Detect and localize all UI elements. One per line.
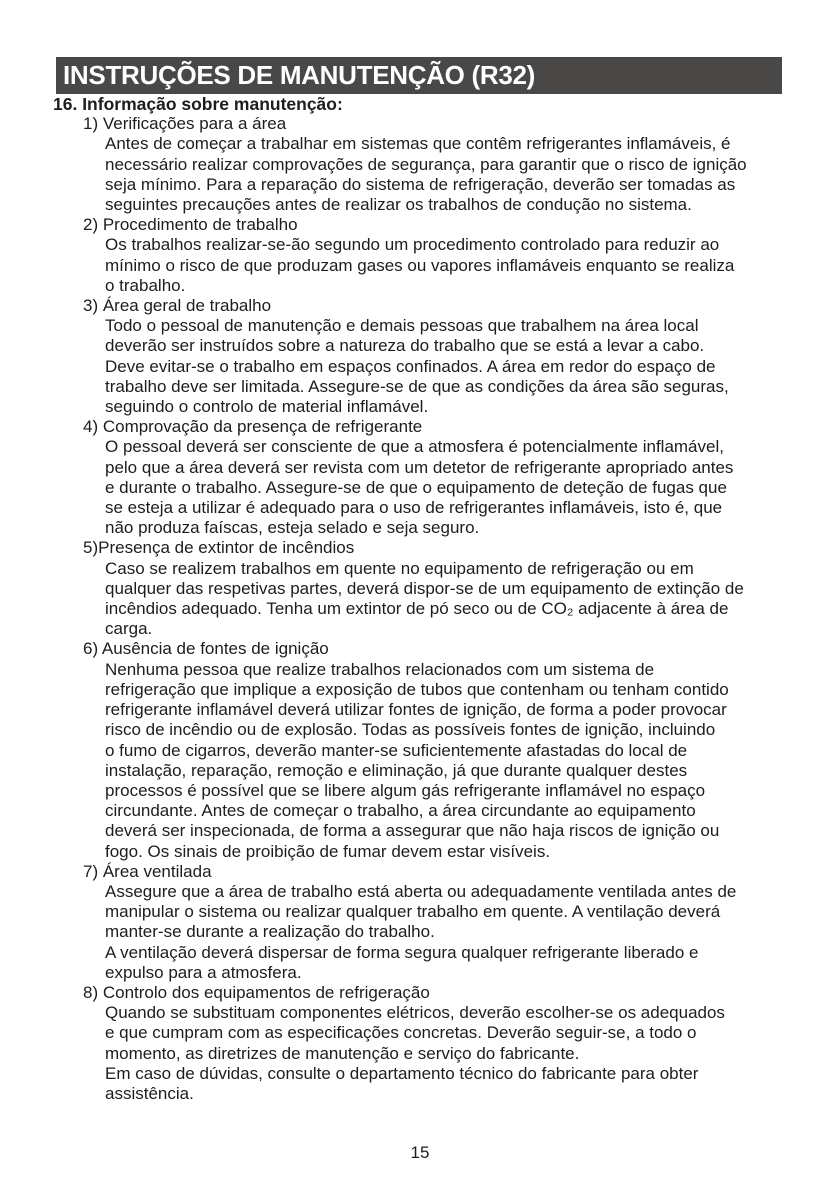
item-body-line: Todo o pessoal de manutenção e demais pessoas que trabalhem na área local — [105, 316, 699, 336]
item-body — [53, 437, 793, 538]
list-item — [53, 639, 793, 861]
item-body — [53, 235, 793, 296]
item-body-line: não produza faíscas, esteja selado e seja seguro. — [105, 518, 480, 538]
item-body-line: circundante. Antes de começar o trabalho, a área circundante ao equipamento — [105, 801, 696, 821]
item-body-line: o trabalho. — [105, 275, 186, 295]
item-heading: 4) Comprovação da presença de refrigerante — [83, 417, 423, 437]
item-body-line: Os trabalhos realizar-se-ão segundo um procedimento controlado para reduzir ao — [105, 235, 720, 255]
item-body — [53, 559, 793, 640]
item-body-line: refrigerante inflamável deverá utilizar fontes de ignição, de forma a poder provocar — [105, 700, 727, 720]
item-body-line: expulso para a atmosfera. — [105, 962, 302, 982]
item-body-line: manipular o sistema ou realizar qualquer trabalho em quente. A ventilação deverá — [105, 902, 721, 922]
item-body-line: se esteja a utilizar é adequado para o uso de refrigerantes inflamáveis, isto é, que — [105, 498, 723, 518]
item-body-line: manter-se durante a realização do trabalho. — [105, 922, 435, 942]
list-item — [53, 296, 793, 417]
instruction-list — [53, 114, 793, 1104]
list-item — [53, 417, 793, 538]
item-body-line: pelo que a área deverá ser revista com um detetor de refrigerante apropriado antes — [105, 457, 734, 477]
list-item — [53, 215, 793, 296]
item-body-line: seguintes precauções antes de realizar os trabalhos de condução no sistema. — [105, 195, 692, 215]
list-item — [53, 983, 793, 1104]
item-body-line: deverão ser instruídos sobre a natureza do trabalho que se está a levar a cabo. — [105, 336, 705, 356]
item-heading: 3) Área geral de trabalho — [83, 296, 272, 316]
item-body — [53, 882, 793, 983]
page-content — [53, 94, 793, 1104]
item-body-line: Deve evitar-se o trabalho em espaços confinados. A área em redor do espaço de — [105, 356, 716, 376]
item-body-line: e durante o trabalho. Assegure-se de que o equipamento de deteção de fugas que — [105, 477, 727, 497]
item-body-line: instalação, reparação, remoção e eliminação, já que durante qualquer destes — [105, 760, 688, 780]
item-body-line: momento, as diretrizes de manutenção e serviço do fabricante. — [105, 1043, 580, 1063]
item-body-line: assistência. — [105, 1083, 194, 1103]
item-body-line: necessário realizar comprovações de segurança, para garantir que o risco de ignição — [105, 154, 747, 174]
item-body-line: e que cumpram com as especificações concretas. Deverão seguir-se, a todo o — [105, 1023, 697, 1043]
item-heading: 7) Área ventilada — [83, 861, 212, 881]
item-body-line: trabalho deve ser limitada. Assegure-se de que as condições da área são seguras, — [105, 376, 729, 396]
item-heading: 2) Procedimento de trabalho — [83, 215, 298, 235]
item-body-line: A ventilação deverá dispersar de forma segura qualquer refrigerante liberado e — [105, 942, 699, 962]
section-heading: 16. Informação sobre manutenção: — [53, 94, 343, 114]
item-heading: 1) Verificações para a área — [83, 114, 287, 134]
item-body-line: risco de incêndio ou de explosão. Todas as possíveis fontes de ignição, incluindo — [105, 720, 716, 740]
item-heading: 5)Presença de extintor de incêndios — [83, 538, 355, 558]
item-body-line: Em caso de dúvidas, consulte o departamento técnico do fabricante para obter — [105, 1063, 699, 1083]
item-body — [53, 134, 793, 215]
item-heading: 8) Controlo dos equipamentos de refrigeração — [83, 982, 430, 1002]
item-body-line: Nenhuma pessoa que realize trabalhos relacionados com um sistema de — [105, 659, 655, 679]
item-body-line: Quando se substituam componentes elétricos, deverão escolher-se os adequados — [105, 1003, 725, 1023]
item-body — [53, 1003, 793, 1104]
item-heading: 6) Ausência de fontes de ignição — [83, 639, 329, 659]
item-body-line: incêndios adequado. Tenha um extintor de pó seco ou de CO₂ adjacente à área de — [105, 599, 729, 619]
item-body-line: qualquer das respetivas partes, deverá dispor-se de um equipamento de extinção de — [105, 578, 744, 598]
list-item — [53, 538, 793, 639]
item-body-line: Assegure que a área de trabalho está aberta ou adequadamente ventilada antes de — [105, 881, 737, 901]
item-body-line: deverá ser inspecionada, de forma a assegurar que não haja riscos de ignição ou — [105, 821, 720, 841]
item-body-line: o fumo de cigarros, deverão manter-se suficientemente afastadas do local de — [105, 740, 688, 760]
item-body — [53, 660, 793, 862]
item-body-line: O pessoal deverá ser consciente de que a atmosfera é potencialmente inflamável, — [105, 437, 724, 457]
page-title: INSTRUÇÕES DE MANUTENÇÃO (R32) — [63, 60, 536, 90]
item-body-line: refrigeração que implique a exposição de tubos que contenham ou tenham contido — [105, 679, 729, 699]
list-item — [53, 862, 793, 983]
section-header-bar — [56, 57, 782, 94]
list-item — [53, 114, 793, 215]
item-body-line: fogo. Os sinais de proibição de fumar devem estar visíveis. — [105, 841, 551, 861]
item-body-line: Caso se realizem trabalhos em quente no equipamento de refrigeração ou em — [105, 558, 694, 578]
item-body-line: carga. — [105, 619, 153, 639]
item-body-line: mínimo o risco de que produzam gases ou vapores inflamáveis enquanto se realiza — [105, 255, 735, 275]
item-body-line: seja mínimo. Para a reparação do sistema de refrigeração, deverão ser tomadas as — [105, 174, 736, 194]
item-body-line: processos é possível que se libere algum gás refrigerante inflamável no espaço — [105, 780, 706, 800]
item-body-line: Antes de começar a trabalhar em sistemas que contêm refrigerantes inflamáveis, é — [105, 134, 731, 154]
item-body-line: seguindo o controlo de material inflamável. — [105, 397, 429, 417]
page-number: 15 — [410, 1143, 430, 1162]
item-body — [53, 316, 793, 417]
